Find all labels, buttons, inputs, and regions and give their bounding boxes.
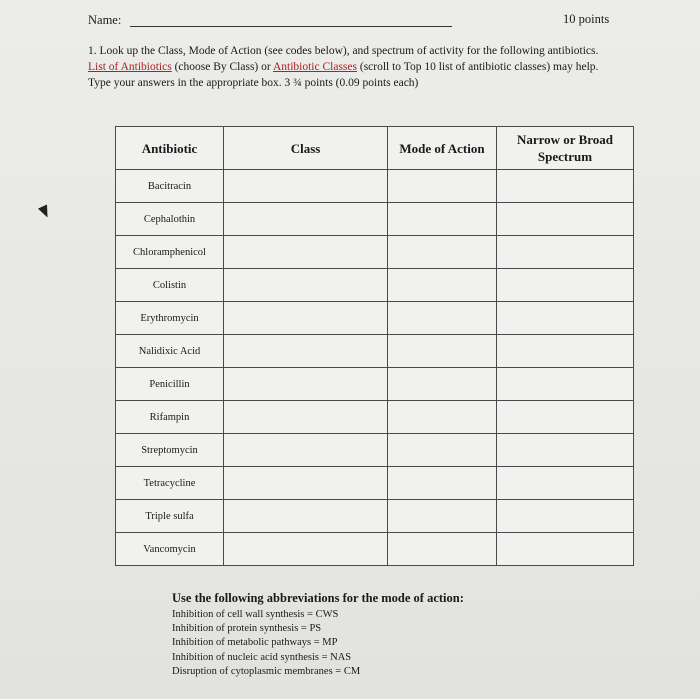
instruction-line-2-end: (scroll to Top 10 list of antibiotic classes) may help. <box>356 61 599 73</box>
list-of-antibiotics-link[interactable]: List of Antibiotics <box>88 61 172 73</box>
class-cell[interactable] <box>224 302 388 335</box>
class-cell[interactable] <box>224 467 388 500</box>
header-antibiotic: Antibiotic <box>116 127 224 170</box>
abbreviations-block <box>172 591 464 679</box>
mode-cell[interactable] <box>388 533 497 566</box>
class-cell[interactable] <box>224 170 388 203</box>
mode-cell[interactable] <box>388 170 497 203</box>
header-mode-of-action: Mode of Action <box>388 127 497 170</box>
antibiotic-name: Nalidixic Acid <box>116 335 224 368</box>
name-label: Name: <box>88 13 122 27</box>
table-row <box>116 335 634 368</box>
instruction-line-1: 1. Look up the Class, Mode of Action (see codes below), and spectrum of activity for the following antibiotics. <box>88 45 599 57</box>
table-row <box>116 236 634 269</box>
header-spectrum: Narrow or Broad Spectrum <box>497 127 634 170</box>
class-cell[interactable] <box>224 368 388 401</box>
class-cell[interactable] <box>224 500 388 533</box>
antibiotic-name: Bacitracin <box>116 170 224 203</box>
table-row <box>116 203 634 236</box>
table-row <box>116 401 634 434</box>
table-header-row <box>116 127 634 170</box>
mode-cell[interactable] <box>388 434 497 467</box>
name-input-line[interactable] <box>130 26 452 27</box>
antibiotic-name: Chloramphenicol <box>116 236 224 269</box>
abbreviation-item: Inhibition of metabolic pathways = MP <box>172 637 338 649</box>
table-row <box>116 368 634 401</box>
class-cell[interactable] <box>224 269 388 302</box>
abbreviation-item: Disruption of cytoplasmic membranes = CM <box>172 665 361 677</box>
class-cell[interactable] <box>224 236 388 269</box>
spectrum-cell[interactable] <box>497 335 634 368</box>
antibiotic-name: Vancomycin <box>116 533 224 566</box>
points-label: 10 points <box>563 12 610 26</box>
antibiotic-name: Rifampin <box>116 401 224 434</box>
table-row <box>116 467 634 500</box>
mode-cell[interactable] <box>388 401 497 434</box>
spectrum-cell[interactable] <box>497 236 634 269</box>
class-cell[interactable] <box>224 203 388 236</box>
spectrum-cell[interactable] <box>497 533 634 566</box>
mode-cell[interactable] <box>388 236 497 269</box>
abbreviation-item: Inhibition of nucleic acid synthesis = NAS <box>172 651 352 663</box>
mouse-cursor-icon <box>38 204 52 219</box>
table-row <box>116 533 634 566</box>
table-row <box>116 170 634 203</box>
header-class: Class <box>224 127 388 170</box>
spectrum-cell[interactable] <box>497 170 634 203</box>
class-cell[interactable] <box>224 434 388 467</box>
mode-cell[interactable] <box>388 302 497 335</box>
class-cell[interactable] <box>224 335 388 368</box>
instruction-line-3: Type your answers in the appropriate box. 3 ¾ points (0.09 points each) <box>88 77 419 89</box>
instruction-line-2 <box>88 61 598 73</box>
mode-cell[interactable] <box>388 269 497 302</box>
antibiotic-classes-link[interactable]: Antibiotic Classes <box>272 61 357 73</box>
antibiotic-name: Penicillin <box>116 368 224 401</box>
table-row <box>116 269 634 302</box>
antibiotic-name: Erythromycin <box>116 302 224 335</box>
abbreviations-title: Use the following abbreviations for the mode of action: <box>172 591 464 605</box>
spectrum-cell[interactable] <box>497 500 634 533</box>
antibiotic-name: Streptomycin <box>116 434 224 467</box>
spectrum-cell[interactable] <box>497 467 634 500</box>
antibiotic-name: Colistin <box>116 269 224 302</box>
abbreviation-item: Inhibition of protein synthesis = PS <box>172 623 322 635</box>
spectrum-cell[interactable] <box>497 401 634 434</box>
spectrum-cell[interactable] <box>497 269 634 302</box>
antibiotic-name: Cephalothin <box>116 203 224 236</box>
mode-cell[interactable] <box>388 500 497 533</box>
spectrum-cell[interactable] <box>497 302 634 335</box>
class-cell[interactable] <box>224 401 388 434</box>
table-row <box>116 434 634 467</box>
instruction-line-2-mid: (choose By Class) or <box>171 61 273 73</box>
spectrum-cell[interactable] <box>497 203 634 236</box>
antibiotics-table <box>115 126 634 566</box>
antibiotic-name: Tetracycline <box>116 467 224 500</box>
mode-cell[interactable] <box>388 467 497 500</box>
table-row <box>116 500 634 533</box>
abbreviation-item: Inhibition of cell wall synthesis = CWS <box>172 609 339 620</box>
mode-cell[interactable] <box>388 203 497 236</box>
mode-cell[interactable] <box>388 335 497 368</box>
spectrum-cell[interactable] <box>497 434 634 467</box>
antibiotic-name: Triple sulfa <box>116 500 224 533</box>
table-row <box>116 302 634 335</box>
class-cell[interactable] <box>224 533 388 566</box>
mode-cell[interactable] <box>388 368 497 401</box>
spectrum-cell[interactable] <box>497 368 634 401</box>
